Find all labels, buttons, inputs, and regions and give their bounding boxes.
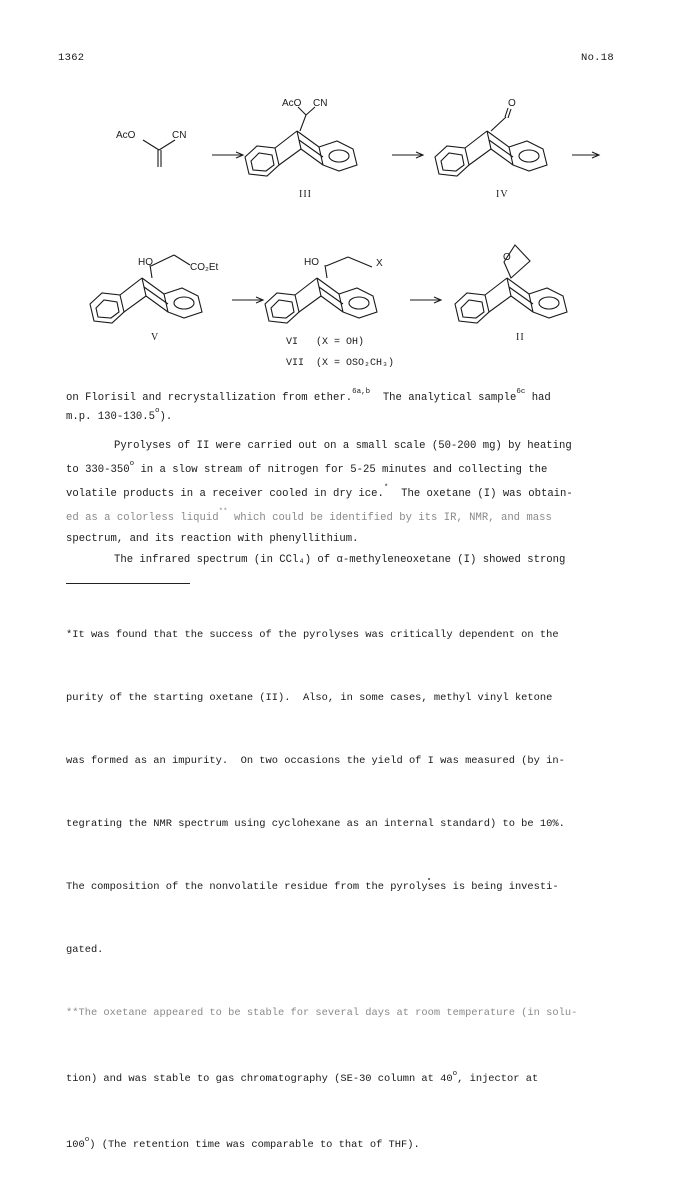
body-line: on Florisil and recrystallization from ether.$^{6a,b}$ The analytical sample$^{6c}$ had [66,388,551,404]
body-line: m.p. 130-130.5$^o$). [66,407,173,423]
x-group-label: X [376,258,383,269]
compound-label: III [299,189,312,200]
compound-label-vi: VI (X = OH) [286,337,365,348]
arrow-2 [392,152,423,158]
footnote-line: tion) and was stable to gas chromatography (SE-30 column at 40$^o$, injector at [66,1069,539,1085]
body-line: ed as a colorless liquid** which could be identified by its IR, NMR, and mass [66,508,552,524]
compound-label: IV [496,189,509,200]
footnote-line: **The oxetane appeared to be stable for several days at room temperature (in solu- [66,1007,578,1019]
cyano-label: CN [172,130,187,141]
starting-material [116,130,186,167]
compound-V [90,255,219,343]
reaction-scheme [0,95,680,370]
compound-label-vii: VII (X = OSO₂CH₃) [286,358,395,369]
footnote-line: 100$^o$) (The retention time was comparable to that of THF). [66,1135,420,1151]
acetoxy-label: AcO [116,130,136,141]
footnote-line: The composition of the nonvolatile residue from the pyrolyses is being investi- [66,881,559,893]
acetoxy-label: AcO [282,98,302,109]
footnote-line: tegrating the NMR spectrum using cyclohexane as an internal standard) to be 10%. [66,818,565,830]
footnote-line: gated. [66,944,104,956]
body-line: The infrared spectrum (in CCl₄) of α-methyleneoxetane (I) showed strong [114,554,566,566]
arrow-1 [212,152,243,158]
body-line: Pyrolyses of II were carried out on a small scale (50-200 mg) by heating [114,440,572,452]
cyano-label: CN [313,98,328,109]
arrow-5 [410,297,441,303]
arrow-4 [232,297,263,303]
compound-VI-VII [265,257,394,369]
arrow-3 [572,152,599,158]
footnote-line: was formed as an impurity. On two occasions the yield of I was measured (by in- [66,755,565,767]
compound-III [245,98,357,200]
hydroxy-label: HO [138,257,153,268]
compound-label: II [516,332,525,343]
compound-IV [435,98,547,200]
body-line: volatile products in a receiver cooled in dry ice.* The oxetane (I) was obtain- [66,484,573,500]
ester-label: CO₂Et [190,262,219,273]
footnote-line: purity of the starting oxetane (II). Also, in some cases, methyl vinyl ketone [66,692,553,704]
compound-II [455,245,567,343]
oxo-label: O [508,98,516,109]
footnote-line: *It was found that the success of the pyrolyses was critically dependent on the [66,629,559,641]
oxetane-oxygen-label: O [503,252,511,263]
scan-speck [428,878,430,880]
compound-label: V [151,332,160,343]
body-line: to 330-350$^o$ in a slow stream of nitrogen for 5-25 minutes and collecting the [66,460,548,476]
journal-issue: No.18 [580,52,614,64]
page-number: 1362 [58,52,85,64]
body-line: spectrum, and its reaction with phenyllithium. [66,533,359,545]
hydroxy-label: HO [304,257,319,268]
footnotes [66,583,614,1177]
